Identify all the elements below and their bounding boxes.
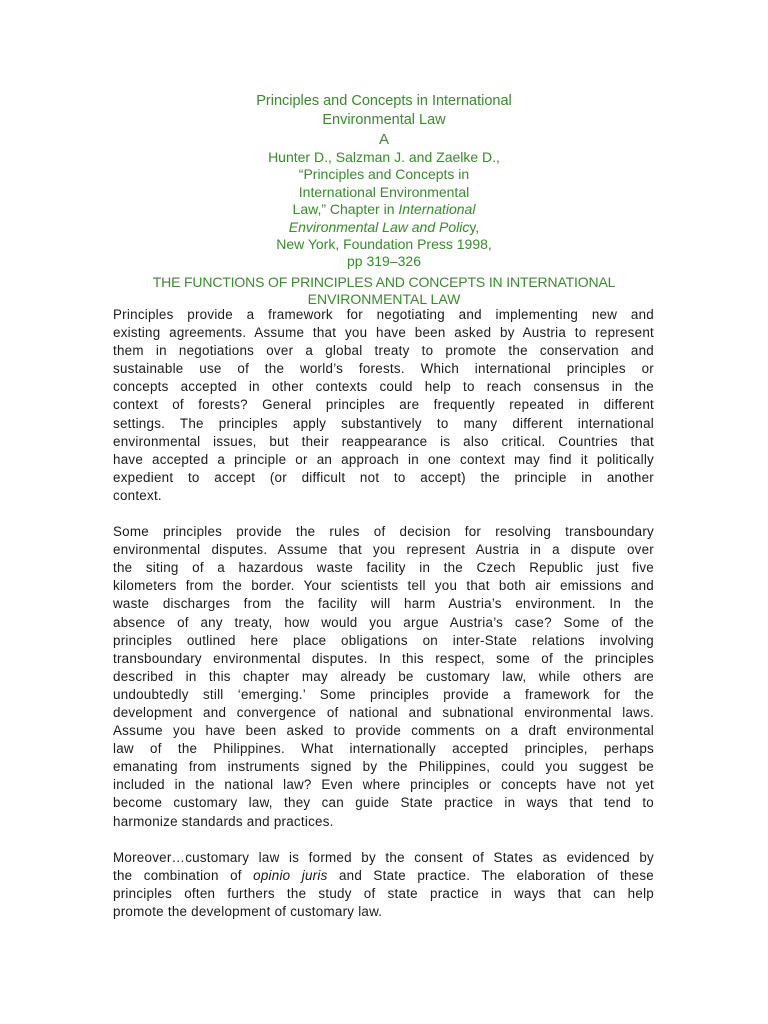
paragraph-line: become customary law, they can guide State practice in ways that tend to bbox=[113, 795, 654, 811]
paragraph-line: context. bbox=[113, 487, 162, 503]
section-heading-line-1: THE FUNCTIONS OF PRINCIPLES AND CONCEPTS IN INTERNATIONAL bbox=[152, 273, 616, 290]
paragraph-line: have accepted a principle or an approach in one context may find it politically bbox=[113, 451, 654, 467]
citation-line-4-prefix: Law,” Chapter in bbox=[292, 201, 399, 218]
paragraph-line: concepts accepted in other contexts could help to reach consensus in the bbox=[113, 379, 654, 395]
paragraph-line: sustainable use of the world’s forests. Which international principles or bbox=[113, 361, 654, 377]
paragraph-line: them in negotiations over a global treaty to promote the conservation and bbox=[113, 343, 654, 359]
paragraph-line: environmental issues, but their reappearance is also critical. Countries that bbox=[113, 433, 654, 449]
paragraph-line: environmental disputes. Assume that you represent Austria in a dispute over bbox=[113, 542, 654, 558]
paragraph-3 bbox=[113, 849, 654, 921]
paragraph-line: promote the development of customary law. bbox=[113, 903, 383, 919]
paragraph-line: transboundary environmental disputes. In this respect, some of the principles bbox=[113, 650, 654, 666]
paragraph-line: context of forests? General principles are frequently repeated in different bbox=[113, 397, 654, 413]
paragraph-line: Some principles provide the rules of decision for resolving transboundary bbox=[113, 524, 654, 540]
paragraph-line: existing agreements. Assume that you have been asked by Austria to represent bbox=[113, 325, 654, 341]
paragraph-line-prefix: the combination of bbox=[113, 867, 254, 883]
title-letter: A bbox=[378, 131, 389, 148]
paragraph-line: included in the national law? Even where principles or concepts have not yet bbox=[113, 777, 654, 793]
citation-line-3: International Environmental bbox=[298, 183, 470, 200]
paragraph-line: kilometers from the border. Your scientists tell you that both air emissions and bbox=[113, 578, 654, 594]
paragraph-line: described in this chapter may already be customary law, while others are bbox=[113, 668, 654, 684]
citation-line-5 bbox=[0, 219, 768, 236]
citation-line-4-italic: International bbox=[398, 201, 476, 218]
paragraph-line bbox=[113, 867, 654, 885]
paragraph-line: emanating from instruments signed by the Philippines, could you suggest be bbox=[113, 759, 654, 775]
paragraph-line-italic: opinio juris bbox=[253, 867, 328, 883]
citation-line-4 bbox=[0, 201, 768, 218]
paragraph-line: principles outlined here place obligations on inter-State relations involving bbox=[113, 632, 654, 648]
paragraph-2 bbox=[113, 523, 654, 831]
paragraph-line: Assume you have been asked to provide comments on a draft environmental bbox=[113, 723, 654, 739]
paragraph-line: principles often furthers the study of state practice in ways that can help bbox=[113, 885, 654, 901]
paragraph-line: law of the Philippines. What internationally accepted principles, perhaps bbox=[113, 741, 654, 757]
citation-line-5-italic: Environmental Law and Polic bbox=[288, 218, 470, 235]
paragraph-line: harmonize standards and practices. bbox=[113, 813, 334, 829]
paragraph-line: Principles provide a framework for negotiating and implementing new and bbox=[113, 307, 654, 322]
paragraph-1 bbox=[113, 306, 654, 505]
paragraph-line: Moreover…customary law is formed by the consent of States as evidenced by bbox=[113, 849, 654, 865]
citation-line-6: New York, Foundation Press 1998, bbox=[276, 236, 492, 253]
paragraph-line: settings. The principles apply substantively to many different international bbox=[113, 415, 654, 431]
paragraph-line: development and convergence of national and subnational environmental laws. bbox=[113, 704, 654, 720]
paragraph-line: expedient to accept (or difficult not to accept) the principle in another bbox=[113, 469, 654, 485]
citation-line-2: “Principles and Concepts in bbox=[298, 166, 470, 183]
paragraph-line: the siting of a hazardous waste facility in the Czech Republic just five bbox=[113, 560, 654, 576]
citation-line-1: Hunter D., Salzman J. and Zaelke D., bbox=[268, 149, 500, 165]
document-body bbox=[113, 306, 654, 939]
citation-line-7: pp 319–326 bbox=[347, 253, 421, 270]
section-heading-line-2: ENVIRONMENTAL LAW bbox=[307, 290, 461, 307]
title-line-2: Environmental Law bbox=[322, 112, 446, 128]
paragraph-line: undoubtedly still ‘emerging.’ Some principles provide a framework for the bbox=[113, 686, 654, 702]
document-header bbox=[0, 92, 768, 308]
paragraph-line: absence of any treaty, how would you argue Austria’s case? Some of the bbox=[113, 614, 654, 630]
citation-line-5-suffix: y, bbox=[469, 218, 480, 235]
title-line-1: Principles and Concepts in International bbox=[256, 93, 512, 109]
paragraph-line-suffix: and State practice. The elaboration of these bbox=[327, 867, 654, 883]
paragraph-line: waste discharges from the facility will harm Austria’s environment. In the bbox=[113, 596, 654, 612]
